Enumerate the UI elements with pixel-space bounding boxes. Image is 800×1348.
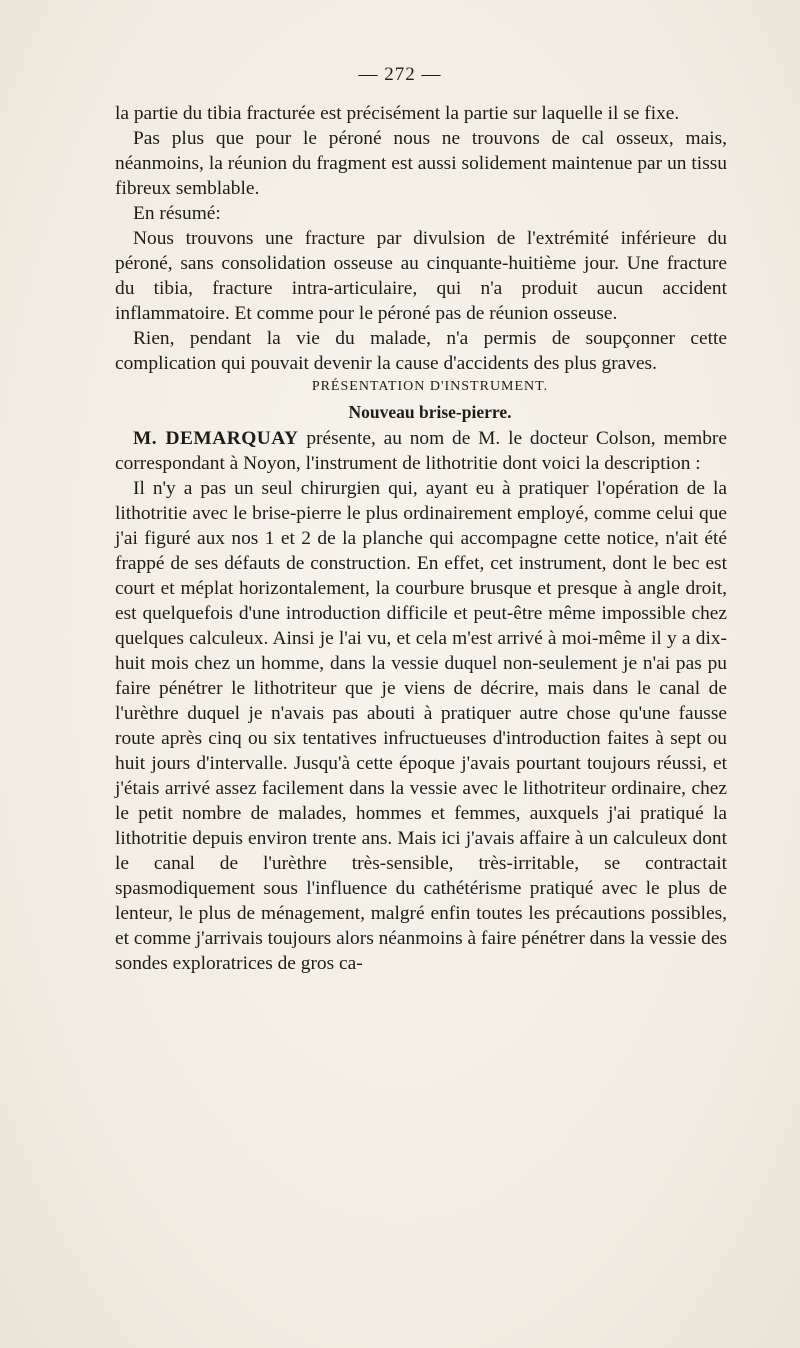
- paragraph-speaker: [115, 426, 727, 476]
- paragraph-lithotritie: Il n'y a pas un seul chirurgien qui, ayant eu à pratiquer l'opération de la lithotritie avec le brise-pierre le plus ordinairement employé, comme celui que j'ai figuré aux nos 1 et 2 de la planche qui accompagne cette notice, n'ait été frappé de ses défauts de construction. En effet, cet instrument, dont le bec est court et méplat horizontalement, la courbure brusque et presque à angle droit, est quelquefois d'une introduction difficile et peut-être même impossible chez quelques calculeux. Ainsi je l'ai vu, et cela m'est arrivé à moi-même il y a dix-huit mois chez un homme, dans la vessie duquel non-seulement je n'ai pas pu faire pénétrer le lithotriteur que je viens de décrire, mais dans le canal de l'urèthre duquel je n'avais pas abouti à pratiquer autre chose qu'une fausse route après cinq ou six tentatives infructueuses d'introduction faites à sept ou huit jours d'intervalle. Jusqu'à cette époque j'avais pourtant toujours réussi, et j'étais arrivé assez facilement dans la vessie avec le lithotriteur ordinaire, chez le petit nombre de malades, hommes et femmes, auxquels j'ai pratiqué la lithotritie depuis environ trente ans. Mais ici j'avais affaire à un calculeux dont le canal de l'urèthre très-sensible, très-irritable, se contractait spasmodiquement sous l'influence du cathétérisme pratiqué avec le plus de lenteur, le plus de ménagement, malgré enfin toutes les précautions possibles, et comme j'arrivais toujours alors néanmoins à faire pénétrer dans la vessie des sondes exploratrices de gros ca-: [115, 478, 727, 974]
- subsection-title: Nouveau brise-pierre.: [348, 402, 512, 422]
- paragraph-conclusion: Rien, pendant la vie du malade, n'a permis de soupçonner cette complication qui pouvait devenir la cause d'accidents des plus graves.: [115, 328, 727, 374]
- paragraph-continuation: la partie du tibia fracturée est précisément la partie sur laquelle il se fixe.: [115, 103, 680, 124]
- paragraph-resume: Nous trouvons une fracture par divulsion de l'extrémité inférieure du péroné, sans consolidation osseuse au cinquante-huitième jour. Une fracture du tibia, fracture intra-articulaire, qui n'a produit aucun accident inflammatoire. Et comme pour le péroné pas de réunion osseuse.: [115, 228, 727, 324]
- speaker-text: présente, au nom de M. le docteur Colson, membre correspondant à Noyon, l'instrument de lithotritie dont voici la description :: [115, 428, 727, 474]
- body-text: [115, 101, 727, 976]
- section-title: PRÉSENTATION D'INSTRUMENT.: [311, 379, 549, 394]
- page-number: — 272 —: [358, 64, 442, 85]
- paragraph-resume-heading: En résumé:: [133, 203, 221, 224]
- paragraph-perone: Pas plus que pour le péroné nous ne trouvons de cal osseux, mais, néanmoins, la réunion du fragment est aussi solidement maintenue par un tissu fibreux semblable.: [115, 128, 727, 199]
- speaker-name: M. DEMARQUAY: [133, 428, 299, 449]
